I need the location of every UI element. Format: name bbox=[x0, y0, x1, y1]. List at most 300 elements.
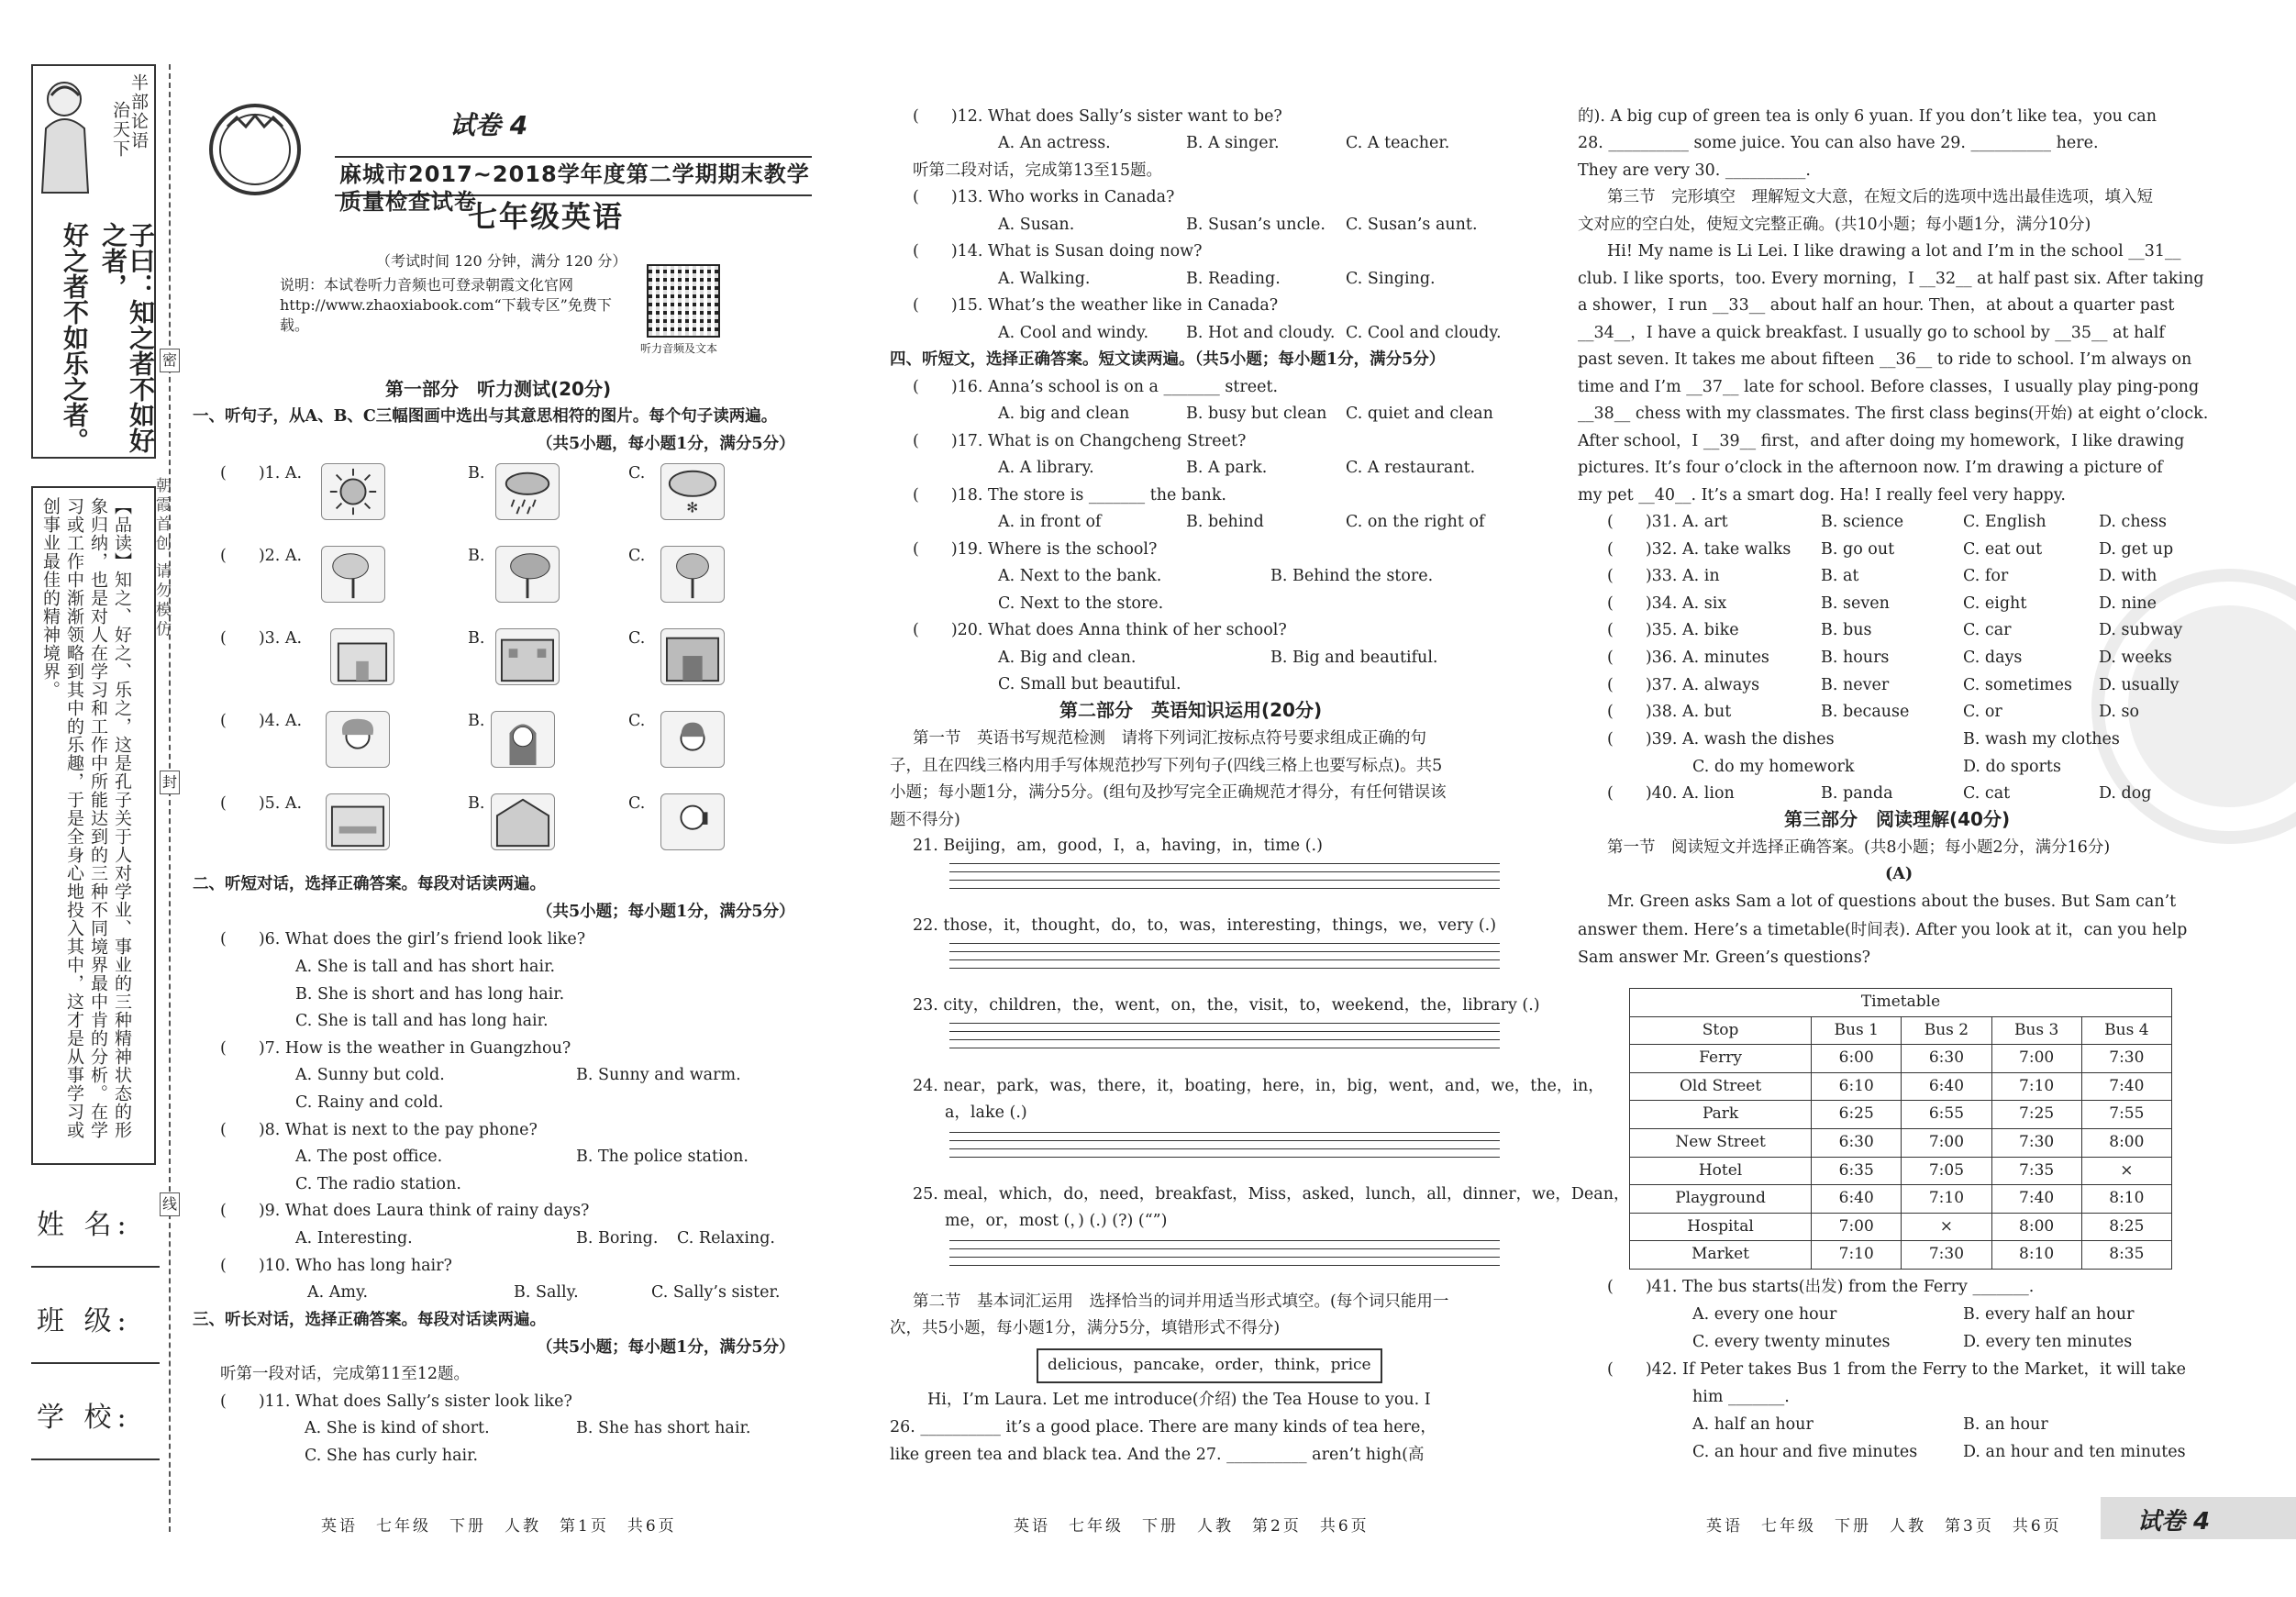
cloze-choice-36-d: D. weeks bbox=[2099, 649, 2172, 667]
question-1: ( )1. A. bbox=[220, 464, 303, 482]
q40-option-a: ( )40. A. lion bbox=[1607, 784, 1735, 803]
cloze-choice-33-a: ( )33. A. in bbox=[1607, 567, 1720, 586]
question-23: 23. city，children，the，went，on，the，visit，to，weekend，the，library (.) bbox=[913, 996, 1540, 1015]
q41-option-b: B. every half an hour bbox=[1963, 1305, 2135, 1324]
question-41: ( )41. The bus starts(出发) from the Ferry _______. bbox=[1607, 1278, 2035, 1296]
cloze-choice-33-d: D. with bbox=[2099, 567, 2157, 586]
q14-option-b: B. Reading. bbox=[1186, 270, 1281, 288]
girl-icon bbox=[661, 794, 724, 849]
question-8: ( )8. What is next to the pay phone? bbox=[220, 1121, 538, 1139]
question-3: ( )3. A. bbox=[220, 629, 303, 648]
section-3-score: （共5小题；每小题1分，满分5分） bbox=[537, 1338, 795, 1357]
q42-option-a: A. half an hour bbox=[1692, 1415, 1814, 1434]
timetable-cell: 7:05 bbox=[1902, 1157, 1991, 1185]
q7-option-b: B. Sunny and warm. bbox=[576, 1066, 741, 1084]
cloze-choice-38-d: D. so bbox=[2099, 703, 2140, 722]
timetable-cell: Hotel bbox=[1630, 1157, 1812, 1185]
passage-cont-line-3: They are very 30. __________. bbox=[1578, 161, 1811, 180]
shop-building-picture[interactable] bbox=[330, 628, 394, 685]
timetable-row bbox=[1630, 1045, 2172, 1073]
cloze-choice-38-a: ( )38. A. but bbox=[1607, 703, 1732, 722]
word-bank: delicious，pancake，order，think，price bbox=[1037, 1348, 1382, 1383]
passage-cont-line-1: 的). A big cup of green tea is only 6 yuan. If you don’t like tea，you can bbox=[1578, 107, 2157, 126]
q41-option-c: C. every twenty minutes bbox=[1692, 1333, 1891, 1351]
cloze-line-6: time and I’m __37__ late for school. Before classes，I usually play ping-pong bbox=[1578, 378, 2200, 396]
timetable-cell: Playground bbox=[1630, 1185, 1812, 1214]
dialogue-1-note: 听第一段对话，完成第11至12题。 bbox=[220, 1365, 471, 1383]
cloze-choice-31-c: C. English bbox=[1963, 513, 2046, 531]
q11-option-b: B. She has short hair. bbox=[576, 1419, 751, 1437]
timetable-header-row bbox=[1630, 1016, 2172, 1045]
q15-option-c: C. Cool and cloudy. bbox=[1346, 324, 1502, 342]
q2-option-b: B. bbox=[468, 547, 485, 565]
timetable-header-cell: Bus 4 bbox=[2081, 1016, 2171, 1045]
question-6: ( )6. What does the girl’s friend look like? bbox=[220, 930, 586, 948]
page-1-footer: 英语 七年级 下册 人教 第1页 共6页 bbox=[321, 1517, 677, 1536]
q17-option-c: C. A restaurant. bbox=[1346, 459, 1476, 477]
audio-note: 说明：本试卷听力音频也可登录朝霞文化官网 http://www.zhaoxiabook.com“下载专区”免费下载。 bbox=[280, 276, 612, 334]
cloze-choice-36-c: C. days bbox=[1963, 649, 2023, 667]
question-19: ( )19. Where is the school? bbox=[913, 540, 1158, 559]
q19-option-c: C. Next to the store. bbox=[998, 594, 1164, 613]
sun-icon bbox=[322, 464, 384, 519]
long-hair-woman-picture[interactable] bbox=[491, 711, 555, 768]
q12-option-b: B. A singer. bbox=[1186, 134, 1280, 152]
cloze-choice-35-b: B. bus bbox=[1821, 621, 1872, 640]
cloze-choice-34-c: C. eight bbox=[1963, 593, 2027, 613]
timetable-cell: 7:10 bbox=[1812, 1241, 1902, 1270]
cloze-instructions-1: 第三节 完形填空 理解短文大意，在短文后的选项中选出最佳选项，填入短 bbox=[1607, 188, 2153, 206]
quote-tag-sub: 治天下 bbox=[110, 101, 130, 159]
cloze-line-4: __34__，I have a quick breakfast. I usually go to school by __35__ at half bbox=[1578, 324, 2165, 342]
question-7: ( )7. How is the weather in Guangzhou? bbox=[220, 1039, 571, 1058]
q42-option-c: C. an hour and five minutes bbox=[1692, 1443, 1918, 1461]
short-hair-girl-picture[interactable] bbox=[660, 711, 725, 768]
binding-margin bbox=[0, 0, 183, 1597]
part-2-section-1-line-2: 子，且在四线三格内用手写体规范抄写下列句子(四线三格上也要写标点)。共5 bbox=[890, 757, 1443, 775]
question-15: ( )15. What’s the weather like in Canada? bbox=[913, 296, 1279, 315]
q40-option-b: B. panda bbox=[1821, 784, 1893, 803]
q13-option-c: C. Susan’s aunt. bbox=[1346, 216, 1478, 234]
passage-cont-line-2: 28. __________ some juice. You can also have 29. __________ here. bbox=[1578, 134, 2099, 152]
part-1-heading: 第一部分 听力测试(20分) bbox=[385, 378, 612, 400]
sun-picture[interactable] bbox=[321, 463, 385, 520]
question-2: ( )2. A. bbox=[220, 547, 303, 565]
timetable-cell: 7:40 bbox=[1991, 1185, 2081, 1214]
binding-note: 朝霞首创 请勿模仿 bbox=[152, 477, 171, 640]
page-3-column bbox=[1578, 0, 2211, 1597]
q7-option-a: A. Sunny but cold. bbox=[295, 1066, 445, 1084]
rainy-tree-picture[interactable] bbox=[660, 546, 725, 603]
woman-icon bbox=[492, 712, 554, 767]
passage-line-3: like green tea and black tea. And the 27. __________ aren’t high(高 bbox=[890, 1446, 1425, 1464]
q9-option-a: A. Interesting. bbox=[295, 1229, 413, 1248]
building-icon bbox=[661, 629, 724, 684]
cloze-choice-38-b: B. because bbox=[1821, 703, 1910, 722]
cloze-choice-32-c: C. eat out bbox=[1963, 539, 2043, 559]
post-office-picture[interactable] bbox=[326, 793, 390, 850]
question-12: ( )12. What does Sally’s sister want to be? bbox=[913, 107, 1282, 126]
timetable-cell: 6:40 bbox=[1812, 1185, 1902, 1214]
confucius-illustration bbox=[37, 73, 94, 202]
q4-option-b: B. bbox=[468, 712, 485, 730]
timetable-cell: 8:25 bbox=[2081, 1213, 2171, 1241]
building-icon bbox=[331, 629, 394, 684]
question-42-line-1: ( )42. If Peter takes Bus 1 from the Ferry to the Market，it will take bbox=[1607, 1360, 2186, 1379]
question-18: ( )18. The store is _______ the bank. bbox=[913, 486, 1226, 505]
timetable-cell: 7:25 bbox=[1991, 1101, 2081, 1129]
qr-caption: 听力音频及文本 bbox=[640, 342, 718, 355]
q13-option-b: B. Susan’s uncle. bbox=[1186, 216, 1325, 234]
page-3-footer: 英语 七年级 下册 人教 第3页 共6页 bbox=[1706, 1517, 2062, 1536]
passage-a-label: (A) bbox=[1885, 865, 1913, 883]
cloze-choice-32-b: B. go out bbox=[1821, 539, 1895, 559]
question-9: ( )9. What does Laura think of rainy days? bbox=[220, 1202, 590, 1220]
q17-option-a: A. A library. bbox=[998, 459, 1094, 477]
q21-writing-lines[interactable] bbox=[949, 856, 1500, 889]
q8-option-c: C. The radio station. bbox=[295, 1175, 461, 1193]
page-1-column bbox=[193, 0, 816, 1597]
quote-box bbox=[31, 64, 156, 459]
timetable-cell: 8:00 bbox=[1991, 1213, 2081, 1241]
timetable-row bbox=[1630, 1072, 2172, 1101]
q20-option-b: B. Big and beautiful. bbox=[1270, 649, 1438, 667]
timetable-cell: 8:35 bbox=[2081, 1241, 2171, 1270]
q17-option-b: B. A park. bbox=[1186, 459, 1268, 477]
q39-option-b: B. wash my clothes bbox=[1963, 730, 2120, 749]
quote-line-1: 子曰：知之者不如好之者， bbox=[98, 222, 156, 453]
passage-a-line-1: Mr. Green asks Sam a lot of questions about the buses. But Sam can’t bbox=[1607, 893, 2177, 911]
rain-cloud-icon bbox=[496, 464, 559, 519]
curly-hair-girl-picture[interactable] bbox=[326, 711, 390, 768]
name-label: 姓 名: bbox=[37, 1209, 132, 1241]
q4-option-c: C. bbox=[628, 712, 646, 730]
timetable-header-cell: Bus 2 bbox=[1902, 1016, 1991, 1045]
tree-icon bbox=[496, 547, 559, 602]
section-4-instructions: 四、听短文，选择正确答案。短文读两遍。（共5小题；每小题1分，满分5分） bbox=[890, 350, 1446, 369]
section-1-score: （共5小题，每小题1分，满分5分） bbox=[537, 435, 795, 453]
q39-option-c: C. do my homework bbox=[1692, 758, 1855, 776]
timetable-cell: 6:10 bbox=[1812, 1072, 1902, 1101]
q16-option-c: C. quiet and clean bbox=[1346, 405, 1493, 423]
cloze-choice-31-b: B. science bbox=[1821, 513, 1904, 531]
q6-option-b: B. She is short and has long hair. bbox=[295, 985, 565, 1004]
station-building-picture[interactable] bbox=[491, 793, 555, 850]
question-22: 22. those，it，thought，do，to，was，interesting，things，we，very (.) bbox=[913, 916, 1497, 935]
cloze-line-7: __38__ chess with my classmates. The first class begins(开始) at eight o’clock. bbox=[1578, 405, 2209, 423]
timetable-cell: 6:25 bbox=[1812, 1101, 1902, 1129]
timetable-row bbox=[1630, 1185, 2172, 1214]
cloze-choice-32-d: D. get up bbox=[2099, 539, 2174, 559]
timetable-cell: 7:00 bbox=[1902, 1128, 1991, 1157]
section-1-instructions: 一、听句子，从A、B、C三幅图画中选出与其意思相符的图片。每个句子读两遍。 bbox=[193, 407, 778, 426]
q5-option-c: C. bbox=[628, 794, 646, 813]
building-icon bbox=[496, 629, 559, 684]
cloze-choice-34-a: ( )34. A. six bbox=[1607, 593, 1727, 613]
timetable-row bbox=[1630, 1128, 2172, 1157]
cloze-line-9: pictures. It’s four o’clock in the afternoon now. I’m drawing a picture of bbox=[1578, 459, 2163, 477]
cloze-choice-35-c: C. car bbox=[1963, 621, 2012, 640]
q24-writing-lines[interactable] bbox=[949, 1125, 1500, 1158]
passage-a-line-2: answer them. Here’s a timetable(时间表). After you look at it，can you help bbox=[1578, 921, 2188, 939]
q9-option-b: B. Boring. bbox=[576, 1229, 659, 1248]
seal-mark-top: 密 bbox=[160, 349, 180, 372]
section-2-instructions: 二、听短对话，选择正确答案。每段对话读两遍。 bbox=[193, 875, 546, 893]
question-25-line-1: 25. meal，which，do，need，breakfast，Miss，asked，lunch，all，dinner，we，Dean， bbox=[913, 1185, 1630, 1203]
timetable-cell: 7:30 bbox=[1991, 1128, 2081, 1157]
q10-option-b: B. Sally. bbox=[514, 1283, 579, 1302]
library-building-picture[interactable] bbox=[660, 628, 725, 685]
building-icon bbox=[327, 794, 389, 849]
storm-tree-picture[interactable] bbox=[495, 546, 560, 603]
q12-option-a: A. An actress. bbox=[998, 134, 1111, 152]
class-field[interactable] bbox=[31, 1289, 160, 1385]
school-field[interactable] bbox=[31, 1385, 160, 1481]
part-2-section-1-line-3: 小题；每小题1分，满分5分。(组句及抄写完全正确规范才得分，有任何错误该 bbox=[890, 783, 1447, 802]
timetable-row bbox=[1630, 1157, 2172, 1185]
timetable-title: Timetable bbox=[1630, 989, 2172, 1017]
qr-code[interactable] bbox=[647, 264, 720, 338]
question-42-line-2: him _______. bbox=[1692, 1388, 1790, 1406]
section-2-score: （共5小题；每小题1分，满分5分） bbox=[537, 903, 795, 921]
seal-mark-bottom: 线 bbox=[160, 1192, 180, 1216]
passage-line-1: Hi，I’m Laura. Let me introduce(介绍) the Tea House to you. I bbox=[927, 1391, 1431, 1409]
q16-option-b: B. busy but clean bbox=[1186, 405, 1327, 423]
q40-option-c: C. cat bbox=[1963, 784, 2011, 803]
question-20: ( )20. What does Anna think of her school? bbox=[913, 621, 1287, 639]
building-icon bbox=[492, 794, 554, 849]
part-2-section-2-line-1: 第二节 基本词汇运用 选择恰当的词并用适当形式填空。(每个词只能用一 bbox=[913, 1292, 1449, 1311]
timetable-cell: 7:40 bbox=[2081, 1072, 2171, 1101]
question-4: ( )4. A. bbox=[220, 712, 303, 730]
name-line[interactable] bbox=[31, 1266, 160, 1268]
question-24-line-2: a，lake (.) bbox=[945, 1103, 1027, 1122]
cloze-choice-35-d: D. subway bbox=[2099, 621, 2183, 640]
windy-tree-picture[interactable] bbox=[321, 546, 385, 603]
timetable-cell: 6:30 bbox=[1902, 1045, 1991, 1073]
question-5: ( )5. A. bbox=[220, 794, 303, 813]
cloze-choice-33-c: C. for bbox=[1963, 567, 2009, 586]
timetable-cell: 6:40 bbox=[1902, 1072, 1991, 1101]
commentary-text: 【品读】知之、好之、乐之，这是孔子关于人对学业、事业的三种精神状态的形象归纳，也是对人在学习和工作中所能达到的三种不同境界最中肯的分析。在学习或工作中渐渐领略到其中的乐趣，于是全身心地投入其中，这才是从事学习或创事业最佳的精神境界。 bbox=[40, 497, 132, 1139]
q41-option-a: A. every one hour bbox=[1692, 1305, 1837, 1324]
q3-option-b: B. bbox=[468, 629, 485, 648]
cloze-instructions-2: 文对应的空白处，使短文完整正确。(共10小题；每小题1分，满分10分) bbox=[1578, 216, 2091, 234]
q22-writing-lines[interactable] bbox=[949, 936, 1500, 969]
binding-dashed-line bbox=[169, 64, 171, 1532]
cloze-choice-31-a: ( )31. A. art bbox=[1607, 513, 1728, 531]
timetable-cell: New Street bbox=[1630, 1128, 1812, 1157]
q1-option-b: B. bbox=[468, 464, 485, 482]
cloze-choice-37-a: ( )37. A. always bbox=[1607, 675, 1760, 694]
timetable-cell: Market bbox=[1630, 1241, 1812, 1270]
question-25-line-2: me，or，most (，) (.) (?) (“”) bbox=[945, 1212, 1168, 1230]
question-24-line-1: 24. near，park，was，there，it，boating，here，in，big，went，and，we，the，in， bbox=[913, 1077, 1604, 1095]
school-label: 学 校: bbox=[37, 1402, 132, 1434]
timetable-cell: 6:55 bbox=[1902, 1101, 1991, 1129]
q14-option-c: C. Singing. bbox=[1346, 270, 1436, 288]
q8-option-a: A. The post office. bbox=[295, 1148, 443, 1166]
timetable-cell: Old Street bbox=[1630, 1072, 1812, 1101]
cloze-line-8: After school，I __39__ first，and after doing my homework，I like drawing bbox=[1578, 432, 2185, 450]
question-21: 21. Beijing，am，good，I，a，having，in，time (.) bbox=[913, 837, 1323, 855]
publisher-logo bbox=[200, 99, 310, 200]
paper-title: 七年级英语 bbox=[468, 199, 625, 234]
q18-option-c: C. on the right of bbox=[1346, 513, 1485, 531]
svg-text:✻: ✻ bbox=[686, 499, 699, 516]
q10-option-c: C. Sally’s sister. bbox=[651, 1283, 781, 1302]
q19-option-a: A. Next to the bank. bbox=[998, 567, 1162, 585]
section-3-instructions: 三、听长对话，选择正确答案。每段对话读两遍。 bbox=[193, 1311, 546, 1329]
cloze-choice-34-d: D. nine bbox=[2099, 593, 2157, 613]
phone-girl-picture[interactable] bbox=[660, 793, 725, 850]
school-line[interactable] bbox=[31, 1458, 160, 1460]
timetable-cell: 8:10 bbox=[2081, 1185, 2171, 1214]
cloze-choice-37-d: D. usually bbox=[2099, 675, 2180, 694]
q2-option-c: C. bbox=[628, 547, 646, 565]
question-13: ( )13. Who works in Canada? bbox=[913, 188, 1175, 206]
passage-line-2: 26. __________ it’s a good place. There are many kinds of tea here， bbox=[890, 1418, 1436, 1436]
q42-option-b: B. an hour bbox=[1963, 1415, 2048, 1434]
quote-header bbox=[33, 66, 154, 213]
reading-instructions: 第一节 阅读短文并选择正确答案。(共8小题；每小题2分，满分16分) bbox=[1607, 838, 2111, 857]
q40-option-d: D. dog bbox=[2099, 784, 2152, 803]
timetable-cell: 7:00 bbox=[1991, 1045, 2081, 1073]
q42-option-d: D. an hour and ten minutes bbox=[1963, 1443, 2186, 1461]
timetable-cell: 7:10 bbox=[1991, 1072, 2081, 1101]
q6-option-a: A. She is tall and has short hair. bbox=[295, 958, 556, 976]
cloze-line-2: club. I like sports，too. Every morning，I __32__ at half past six. After taking bbox=[1578, 270, 2204, 288]
question-16: ( )16. Anna’s school is on a _______ street. bbox=[913, 378, 1279, 396]
q1-option-c: C. bbox=[628, 464, 646, 482]
tree-icon bbox=[661, 547, 724, 602]
snow-cloud-picture[interactable] bbox=[660, 463, 725, 520]
girl-icon bbox=[327, 712, 389, 767]
cloze-choice-31-d: D. chess bbox=[2099, 513, 2167, 531]
commentary-box bbox=[31, 486, 156, 1165]
street-building-picture[interactable] bbox=[495, 628, 560, 685]
exam-badge: 试卷 4 bbox=[449, 110, 528, 140]
passage-a-line-3: Sam answer Mr. Green’s questions? bbox=[1578, 948, 1871, 967]
q20-option-a: A. Big and clean. bbox=[998, 649, 1137, 667]
part-2-section-1-line-1: 第一节 英语书写规范检测 请将下列词汇按标点符号要求组成正确的句 bbox=[913, 729, 1426, 748]
question-11: ( )11. What does Sally’s sister look like? bbox=[220, 1392, 572, 1411]
timetable-cell: 6:35 bbox=[1812, 1157, 1902, 1185]
q10-option-a: A. Amy. bbox=[307, 1283, 369, 1302]
question-14: ( )14. What is Susan doing now? bbox=[913, 242, 1203, 261]
timetable-cell: 7:35 bbox=[1991, 1157, 2081, 1185]
q15-option-a: A. Cool and windy. bbox=[998, 324, 1149, 342]
cloze-choice-38-c: C. or bbox=[1963, 703, 2002, 722]
snow-cloud-icon bbox=[661, 464, 724, 519]
cloze-line-5: past seven. It takes me about fifteen __36__ to ride to school. I’m always on bbox=[1578, 350, 2192, 369]
q18-option-a: A. in front of bbox=[998, 513, 1102, 531]
page-2-column bbox=[890, 0, 1630, 1597]
q18-option-b: B. behind bbox=[1186, 513, 1264, 531]
q23-writing-lines[interactable] bbox=[949, 1015, 1500, 1048]
q11-option-c: C. She has curly hair. bbox=[305, 1447, 479, 1465]
cloze-choice-36-a: ( )36. A. minutes bbox=[1607, 649, 1769, 667]
cloze-choice-35-a: ( )35. A. bike bbox=[1607, 621, 1739, 640]
cloze-choice-34-b: B. seven bbox=[1821, 593, 1890, 613]
timetable-cell: 6:30 bbox=[1812, 1128, 1902, 1157]
q41-option-d: D. every ten minutes bbox=[1963, 1333, 2133, 1351]
part-2-heading: 第二部分 英语知识运用(20分) bbox=[1059, 699, 1323, 721]
exam-meta: （考试时间 120 分钟，满分 120 分） bbox=[376, 252, 627, 270]
q25-writing-lines[interactable] bbox=[949, 1233, 1500, 1266]
question-10: ( )10. Who has long hair? bbox=[220, 1257, 452, 1275]
q16-option-a: A. big and clean bbox=[998, 405, 1130, 423]
rain-cloud-picture[interactable] bbox=[495, 463, 560, 520]
timetable-cell: 7:30 bbox=[1902, 1241, 1991, 1270]
bus-timetable bbox=[1629, 988, 2172, 1270]
timetable-cell: Park bbox=[1630, 1101, 1812, 1129]
dialogue-2-note: 听第二段对话，完成第13至15题。 bbox=[913, 161, 1163, 180]
timetable-cell: 7:55 bbox=[2081, 1101, 2171, 1129]
cloze-choice-36-b: B. hours bbox=[1821, 649, 1890, 667]
cloze-choice-37-c: C. sometimes bbox=[1963, 675, 2072, 694]
cloze-line-1: Hi! My name is Li Lei. I like drawing a lot and I’m in the school __31__ bbox=[1607, 242, 2181, 261]
name-field[interactable] bbox=[31, 1192, 160, 1289]
q8-option-b: B. The police station. bbox=[576, 1148, 749, 1166]
timetable-cell: 7:30 bbox=[2081, 1045, 2171, 1073]
cloze-choice-33-b: B. at bbox=[1821, 567, 1859, 586]
timetable-cell: Ferry bbox=[1630, 1045, 1812, 1073]
cloze-choice-37-b: B. never bbox=[1821, 675, 1890, 694]
timetable-body bbox=[1630, 1045, 2172, 1270]
part-2-section-2-line-2: 次，共5小题，每小题1分，满分5分，填错形式不得分) bbox=[890, 1319, 1281, 1337]
student-info-fields bbox=[31, 1192, 160, 1481]
exam-title: 麻城市2017~2018学年度第二学期期末教学质量检查试卷 bbox=[339, 161, 810, 215]
cloze-line-10: my pet __40__. It’s a smart dog. Ha! I really feel very happy. bbox=[1578, 486, 2066, 505]
q13-option-a: A. Susan. bbox=[998, 216, 1075, 234]
timetable-row bbox=[1630, 1213, 2172, 1241]
q39-option-d: D. do sports bbox=[1963, 758, 2061, 776]
q11-option-a: A. She is kind of short. bbox=[305, 1419, 490, 1437]
timetable-cell: × bbox=[2081, 1157, 2171, 1185]
q12-option-c: C. A teacher. bbox=[1346, 134, 1450, 152]
q15-option-b: B. Hot and cloudy. bbox=[1186, 324, 1336, 342]
q14-option-a: A. Walking. bbox=[998, 270, 1091, 288]
tree-icon bbox=[322, 547, 384, 602]
timetable-cell: 7:00 bbox=[1812, 1213, 1902, 1241]
timetable-cell: 6:00 bbox=[1812, 1045, 1902, 1073]
quote-line-2: 好之者不如乐之者。 bbox=[60, 222, 90, 453]
part-2-section-1-line-4: 题不得分) bbox=[890, 811, 960, 829]
timetable-cell: 8:10 bbox=[1991, 1241, 2081, 1270]
class-label: 班 级: bbox=[37, 1305, 132, 1337]
timetable-cell: 7:10 bbox=[1902, 1185, 1991, 1214]
q39-option-a: ( )39. A. wash the dishes bbox=[1607, 730, 1835, 749]
q19-option-b: B. Behind the store. bbox=[1270, 567, 1434, 585]
class-line[interactable] bbox=[31, 1362, 160, 1364]
timetable-row bbox=[1630, 1101, 2172, 1129]
timetable-cell: × bbox=[1902, 1213, 1991, 1241]
timetable-cell: 8:00 bbox=[2081, 1128, 2171, 1157]
question-17: ( )17. What is on Changcheng Street? bbox=[913, 432, 1247, 450]
timetable-header-cell: Bus 1 bbox=[1812, 1016, 1902, 1045]
q3-option-c: C. bbox=[628, 629, 646, 648]
q9-option-c: C. Relaxing. bbox=[677, 1229, 775, 1248]
timetable-header-cell: Stop bbox=[1630, 1016, 1812, 1045]
page-2-footer: 英语 七年级 下册 人教 第2页 共6页 bbox=[1014, 1517, 1370, 1536]
q20-option-c: C. Small but beautiful. bbox=[998, 675, 1181, 693]
timetable-row bbox=[1630, 1241, 2172, 1270]
timetable-cell: Hospital bbox=[1630, 1213, 1812, 1241]
q5-option-b: B. bbox=[468, 794, 485, 813]
quote-tag: 半部论语 bbox=[128, 73, 149, 150]
q6-option-c: C. She is tall and has long hair. bbox=[295, 1012, 549, 1030]
